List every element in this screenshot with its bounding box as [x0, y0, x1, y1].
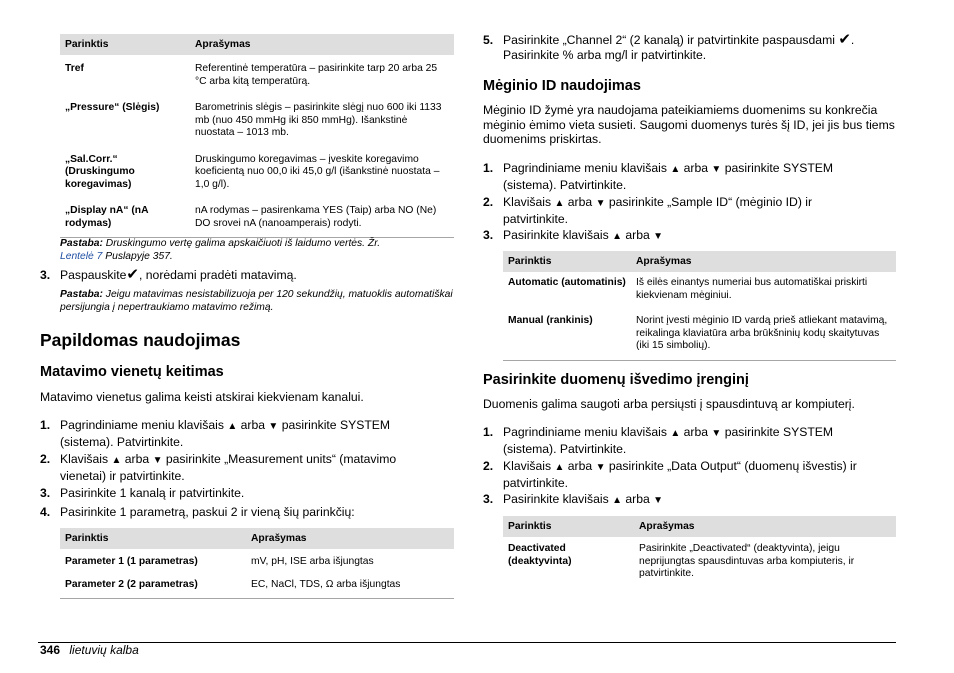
table-row: Parameter 2 (2 parametras) EC, NaCl, TDS, Ω arba išjungtas — [60, 576, 454, 599]
arrow-up-icon: ▲ — [111, 455, 122, 466]
arrow-down-icon: ▼ — [152, 455, 163, 466]
table-header: Aprašymas — [190, 34, 454, 55]
arrow-up-icon: ▲ — [612, 231, 622, 242]
arrow-down-icon: ▼ — [653, 495, 664, 506]
table-header: Aprašymas — [631, 251, 896, 272]
table-row: „Display nA“ (nA rodymas) nA rodymas – pasirenkama YES (Taip) arba NO (Ne) DO srovei nA (nanoamperais) rodyti. — [60, 198, 454, 238]
arrow-up-icon: ▲ — [670, 164, 681, 175]
arrow-down-icon: ▼ — [595, 198, 606, 209]
arrow-down-icon: ▼ — [653, 231, 664, 242]
arrow-up-icon: ▲ — [612, 495, 622, 506]
arrow-up-icon: ▲ — [670, 428, 681, 439]
footer-language: lietuvių kalba — [69, 643, 139, 657]
subsection-heading: Matavimo vienetų keitimas — [40, 364, 224, 380]
intro-text: Duomenis galima saugoti arba persiųsti į spausdintuvą ar kompiuterį. — [483, 397, 855, 411]
note-salinity: Pastaba: Druskingumo vertę galima apskaičiuoti iš laidumo vertės. Žr. Lentelė 7 Puslapyje 357. — [60, 238, 381, 262]
table-row: Automatic (automatinis) Iš eilės einantys numeriai bus automatiškai priskirti kiekvienam mėginiui. — [508, 277, 868, 301]
table-row: Tref Referentinė temperatūra – pasirinkite tarp 20 arba 25 °C arba kitą temperatūrą. — [65, 63, 438, 87]
table-row: Parameter 1 (1 parametras) mV, pH, ISE arba išjungtas — [65, 556, 374, 567]
subsection-heading: Mėginio ID naudojimas — [483, 78, 641, 94]
arrow-down-icon: ▼ — [711, 428, 722, 439]
options-table-1 — [60, 34, 454, 238]
table-header: Parinktis — [60, 528, 246, 549]
arrow-up-icon: ▲ — [554, 462, 565, 473]
arrow-up-icon: ▲ — [554, 198, 565, 209]
note-stabilization: Pastaba: Jeigu matavimas nesistabilizuoja per 120 sekundžių, matuoklis automatiškai persijungia į nepertraukiamo matavimo režimą. — [60, 289, 453, 313]
page-number: 346 — [40, 643, 61, 657]
options-table-3 — [503, 251, 896, 361]
options-table-2 — [60, 528, 454, 599]
table-header: Aprašymas — [246, 528, 454, 549]
intro-text: Matavimo vienetus galima keisti atskirai kiekvienam kanalui. — [40, 390, 364, 404]
subsection-heading: Pasirinkite duomenų išvedimo įrenginį — [483, 372, 749, 388]
table-header: Aprašymas — [634, 516, 896, 537]
check-icon: ✔ — [838, 31, 851, 48]
intro-text: Mėginio ID žymė yra naudojama pateikiamiems duomenims su konkrečia mėginio ėmimo vieta susieti. Saugomi duomenys turės šį ID, jei jis bus tiems duomenims priskirtas. — [483, 103, 895, 146]
arrow-down-icon: ▼ — [711, 164, 722, 175]
check-icon: ✔ — [126, 266, 139, 283]
section-heading: Papildomas naudojimas — [40, 330, 241, 350]
table-header: Parinktis — [503, 516, 634, 537]
table-row: „Pressure“ (Slėgis) Barometrinis slėgis – pasirinkite slėgį nuo 600 iki 1133 mb (nuo 450 mmHg iki 850 mmHg). Išankstinė nuostata – 1013 mb. — [65, 102, 442, 138]
arrow-down-icon: ▼ — [595, 462, 606, 473]
arrow-down-icon: ▼ — [268, 421, 279, 432]
table-header: Parinktis — [60, 34, 190, 55]
table-row: „Sal.Corr.“ (Druskingumo koregavimas) Druskingumo koregavimas – įveskite koregavimo koeficientą nuo 00,0 iki 45,0 g/l (išankstinė nuostata – 1,0 g/l). — [65, 153, 440, 190]
table-row: Manual (rankinis) Norint įvesti mėginio ID vardą prieš atliekant matavimą, reikalinga klaviatūra arba brūkšninių kodų skaitytuvas (iki 15 simbolių). — [503, 309, 896, 360]
table-row: Deactivated (deaktyvinta) Pasirinkite „Deactivated“ (deaktyvinta), jeigu neprijungtas spausdintuvas arba kompiuteris, ir patvirtinkite. — [508, 543, 855, 579]
footer-divider — [38, 642, 896, 643]
table-header: Parinktis — [503, 251, 631, 272]
footer — [40, 643, 139, 657]
table-link[interactable]: Lentelė 7 — [60, 251, 103, 262]
arrow-up-icon: ▲ — [227, 421, 238, 432]
options-table-4 — [503, 516, 896, 588]
